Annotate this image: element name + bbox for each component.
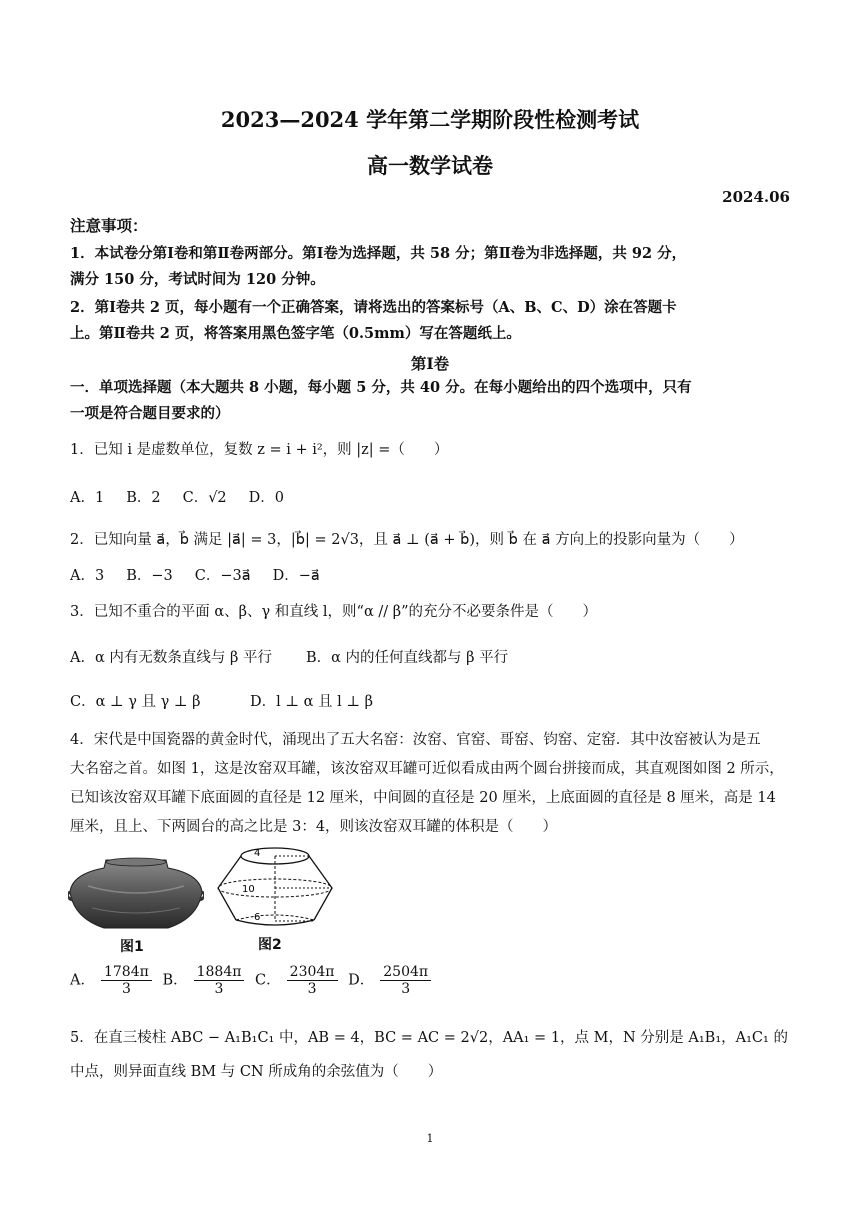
q3-options-row-1 [70,648,792,668]
q1-option-d: D．0 [248,490,285,506]
q5-line-1: 5．在直三棱柱 ABC − A₁B₁C₁ 中，AB = 4，BC = AC = 2√2，AA₁ = 1，点 M，N 分别是 A₁B₁，A₁C₁ 的 [70,1030,788,1046]
q4-line-2: 大名窑之首。如图 1，这是汝窑双耳罐，该汝窑双耳罐可近似看成由两个圆台拼接而成，其直观图如图 2 所示， [70,761,784,777]
section-heading-line-1: 一．单项选择题（本大题共 8 小题，每小题 5 分，共 40 分。在每小题给出的四个选项中，只有 [70,379,692,396]
q4-option-d-label: D． [348,972,375,989]
q1-option-c: C．√2 [182,490,227,506]
q5-line-2: 中点，则异面直线 BM 与 CN 所成角的余弦值为（ ） [70,1064,443,1080]
diagram-mark-top: 4 [254,848,261,859]
q3-option-c: C．α ⊥ γ 且 γ ⊥ β [70,694,201,710]
q3-option-a: A．α 内有无数条直线与 β 平行 [70,650,272,666]
q1-option-a: A．1 [70,490,105,506]
jar-photo-figure [68,852,204,934]
q4-option-d-denominator: 3 [401,981,411,997]
notice-item-2-line-1: 2．第Ⅰ卷共 2 页，每小题有一个正确答案，请将选出的答案标号（A、B、C、D）涂在答题卡 [70,299,677,316]
notice-item-1-line-1: 1．本试卷分第Ⅰ卷和第Ⅱ卷两部分。第Ⅰ卷为选择题，共 58 分；第Ⅱ卷为非选择题，共 92 分， [70,245,687,262]
q4-option-d-numerator: 2504π [380,964,431,981]
section-heading-line-2: 一项是符合题目要求的） [70,405,230,422]
notice-item-1-line-2: 满分 150 分，考试时间为 120 分钟。 [70,271,325,288]
q3-options-row-2 [70,692,792,712]
q4-option-c-denominator: 3 [307,981,317,997]
q4-option-b-denominator: 3 [214,981,224,997]
q4-option-a-denominator: 3 [121,981,131,997]
q4-option-b-numerator: 1884π [194,964,245,981]
q3-stem: 3．已知不重合的平面 α、β、γ 和直线 l，则“α // β”的充分不必要条件是（ ） [70,604,598,620]
q4-options [70,964,437,997]
q4-option-d-fraction [380,964,431,997]
q4-option-a-label: A． [70,972,95,989]
notice-heading: 注意事项： [70,216,148,235]
q4-option-c-numerator: 2304π [287,964,338,981]
exam-title: 2023—2024 学年第二学期阶段性检测考试 [220,107,640,132]
q3-option-b: B．α 内的任何直线都与 β 平行 [306,650,509,666]
part-label: 第Ⅰ卷 [410,354,450,373]
q2-stem: 2．已知向量 a⃗，b⃗ 满足 |a⃗| = 3，|b⃗| = 2√3，且 a⃗ ⊥ (a⃗ + b⃗)，则 b⃗ 在 a⃗ 方向上的投影向量为（ ） [70,532,744,548]
diagram-mark-middle: 10 [242,884,255,895]
q2-options [70,566,792,586]
q1-options [70,488,792,508]
diagram-mark-bottom: 6 [254,912,261,923]
page-number: 1 [426,1132,434,1145]
figure-2-label: 图2 [258,937,282,953]
q2-option-d: D．−a⃗ [272,568,320,584]
q4-option-b-label: B． [162,972,188,989]
q4-option-c-label: C． [255,972,281,989]
q4-option-a-fraction [101,964,152,997]
exam-date: 2024.06 [722,188,790,206]
q4-line-3: 已知该汝窑双耳罐下底面圆的直径是 12 厘米，中间圆的直径是 20 厘米，上底面圆的直径是 8 厘米，高是 14 [70,790,776,806]
notice-item-2-line-2: 上。第Ⅱ卷共 2 页，将答案用黑色签字笔（0.5mm）写在答题纸上。 [70,325,521,342]
q4-option-b-fraction [194,964,245,997]
q4-line-4: 厘米，且上、下两圆台的高之比是 3：4，则该汝窑双耳罐的体积是（ ） [70,819,558,835]
exam-subtitle: 高一数学试卷 [367,153,493,178]
q4-line-1: 4．宋代是中国瓷器的黄金时代，涌现出了五大名窑：汝窑、官窑、哥窑、钧窑、定窑．其中汝窑被认为是五 [70,732,761,748]
figure-1-label: 图1 [120,939,144,955]
q2-option-c: C．−3a⃗ [194,568,251,584]
q4-option-c-fraction [287,964,338,997]
q1-option-b: B．2 [126,490,161,506]
q2-option-b: B．−3 [126,568,173,584]
frustum-diagram-figure [214,844,336,930]
q2-option-a: A．3 [70,568,105,584]
q3-option-d: D．l ⊥ α 且 l ⊥ β [250,694,374,710]
q4-option-a-numerator: 1784π [101,964,152,981]
q1-stem: 1．已知 i 是虚数单位，复数 z = i + i²，则 |z| =（ ） [70,442,449,458]
